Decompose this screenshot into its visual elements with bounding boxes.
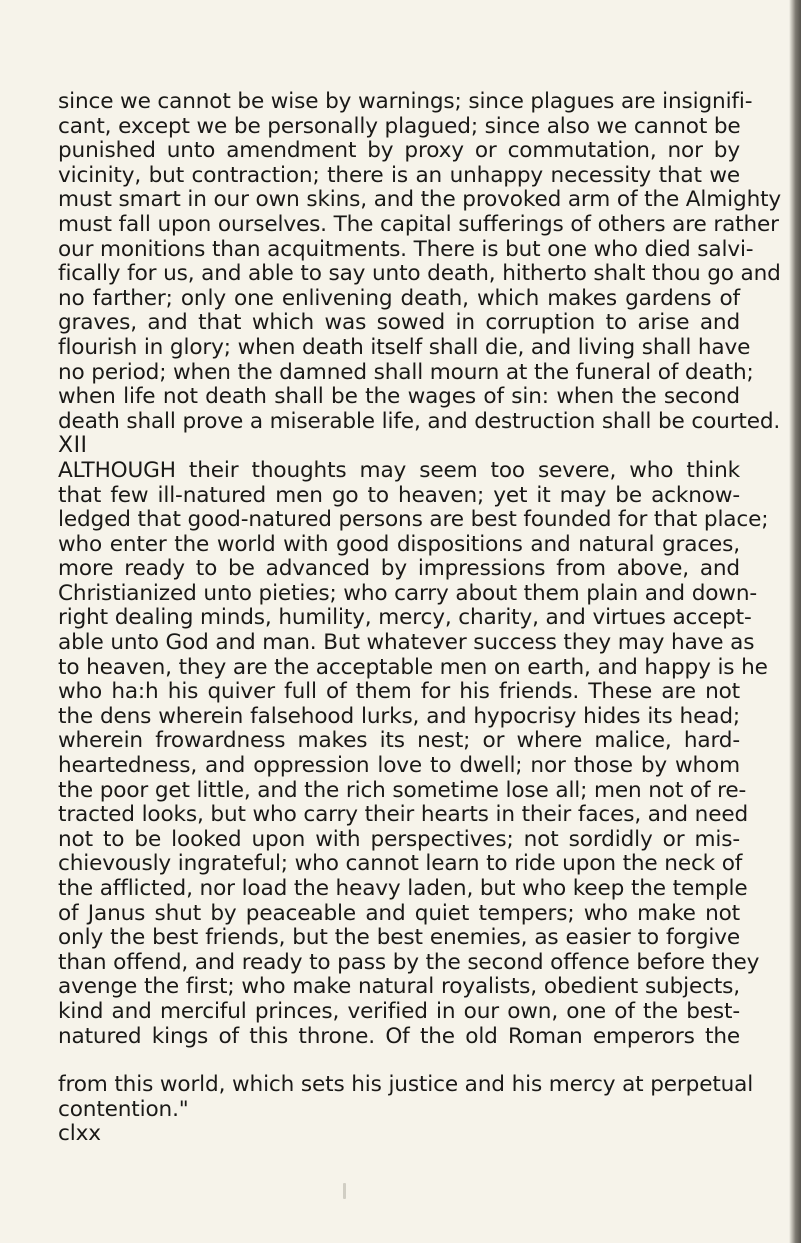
section-heading: XII: [58, 433, 88, 459]
text-line: of Janus shut by peaceable and quiet tempers; who make not: [58, 900, 740, 926]
text-line: kind and merciful princes, verified in our own, one of the best-: [58, 998, 740, 1024]
text-line: who enter the world with good dispositions and natural graces,: [58, 531, 740, 557]
paragraph-gap: [58, 1049, 740, 1073]
text-line: flourish in glory; when death itself shall die, and living shall have: [58, 334, 751, 360]
paper-blemish: [343, 1183, 346, 1199]
text-line: more ready to be advanced by impressions from above, and: [58, 556, 740, 582]
text-line: fically for us, and able to say unto death, hitherto shalt thou go and: [58, 261, 781, 287]
text-line: must smart in our own skins, and the provoked arm of the Almighty: [58, 187, 782, 213]
text-line: punished unto amendment by proxy or commutation, nor by: [58, 138, 740, 164]
text-line: right dealing minds, humility, mercy, charity, and virtues accept-: [58, 605, 752, 631]
text-line: not to be looked upon with perspectives; not sordidly or mis-: [58, 826, 740, 852]
text-line: vicinity, but contraction; there is an unhappy necessity that we: [58, 162, 740, 188]
text-line: must fall upon ourselves. The capital sufferings of others are rather: [58, 211, 779, 237]
text-line: ALTHOUGH their thoughts may seem too severe, who think: [58, 457, 740, 483]
paragraph-2: [58, 457, 769, 1049]
text-line: death shall prove a miserable life, and destruction shall be courted.: [58, 408, 781, 434]
text-line: when life not death shall be the wages of sin: when the second: [58, 384, 740, 410]
paragraph-3: [58, 1072, 754, 1122]
text-line: cant, except we be personally plagued; since also we cannot be: [58, 113, 741, 139]
text-line: only the best friends, but the best enemies, as easier to forgive: [58, 925, 740, 951]
paragraph-1: [58, 89, 782, 434]
text-line: avenge the first; who make natural royalists, obedient subjects,: [58, 974, 740, 1000]
text-line: the afflicted, nor load the heavy laden, but who keep the temple: [58, 876, 748, 901]
text-line: no period; when the damned shall mourn at the funeral of death;: [58, 359, 754, 385]
text-line: our monitions than acquitments. There is but one who died salvi-: [58, 236, 754, 262]
text-line: from this world, which sets his justice and his mercy at perpetual: [58, 1072, 754, 1098]
page-number: clxx: [58, 1121, 101, 1147]
text-line: tracted looks, but who carry their hearts in their faces, and need: [58, 802, 749, 828]
text-line: since we cannot be wise by warnings; since plagues are insignifi-: [58, 89, 753, 114]
text-line: that few ill-natured men go to heaven; yet it may be acknow-: [58, 482, 740, 508]
text-line: able unto God and man. But whatever success they may have as: [58, 630, 755, 656]
text-line: who ha:h his quiver full of them for his friends. These are not: [58, 679, 740, 705]
text-line: ledged that good-natured persons are best founded for that place;: [58, 507, 769, 533]
text-line: no farther; only one enlivening death, which makes gardens of: [58, 285, 740, 311]
text-line: contention.": [58, 1096, 189, 1122]
text-line: graves, and that which was sowed in corruption to arise and: [58, 310, 740, 336]
text-line: than offend, and ready to pass by the second offence before they: [58, 949, 760, 975]
text-line: the poor get little, and the rich sometime lose all; men not of re-: [58, 777, 747, 803]
text-line: Christianized unto pieties; who carry about them plain and down-: [58, 580, 757, 606]
text-line: heartedness, and oppression love to dwell; nor those by whom: [58, 753, 740, 779]
text-line: to heaven, they are the acceptable men on earth, and happy is he: [58, 654, 768, 680]
text-line: the dens wherein falsehood lurks, and hypocrisy hides its head;: [58, 703, 740, 729]
page-text: [58, 89, 782, 1147]
text-line: natured kings of this throne. Of the old Roman emperors the: [58, 1023, 740, 1049]
text-line: chievously ingrateful; who cannot learn to ride upon the neck of: [58, 851, 743, 877]
text-line: wherein frowardness makes its nest; or where malice, hard-: [58, 728, 740, 754]
page-edge-shadow: [789, 0, 801, 1243]
